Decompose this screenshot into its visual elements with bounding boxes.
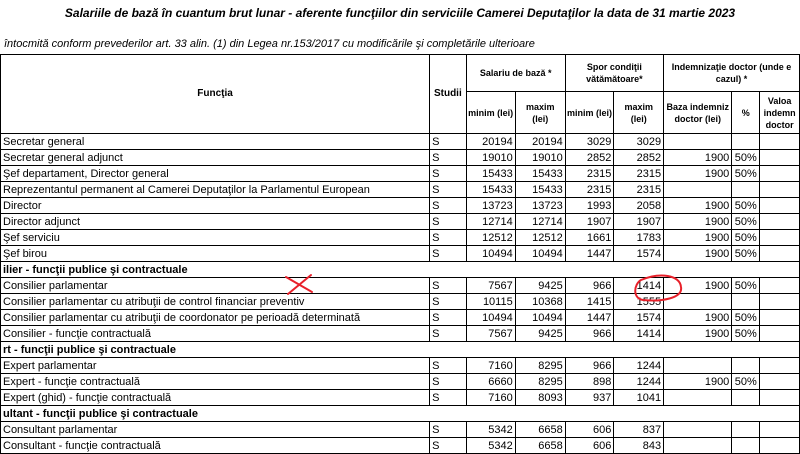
cell-valoare-indemnizatie (760, 278, 800, 294)
cell-spor-maxim: 1574 (614, 310, 664, 326)
cell-baza-indemnizatie: 1900 (664, 166, 732, 182)
cell-functia: Director (1, 198, 430, 214)
cell-salariu-minim: 12714 (466, 214, 515, 230)
cell-valoare-indemnizatie (760, 134, 800, 150)
cell-functia: Şef departament, Director general (1, 166, 430, 182)
salary-table (0, 54, 800, 454)
cell-procent: 50% (732, 214, 760, 230)
cell-salariu-maxim: 6658 (515, 438, 565, 454)
cell-spor-maxim: 843 (614, 438, 664, 454)
cell-procent: 50% (732, 230, 760, 246)
table-row (1, 230, 800, 246)
cell-valoare-indemnizatie (760, 326, 800, 342)
header-functia: Funcţia (1, 55, 430, 134)
cell-procent (732, 390, 760, 406)
cell-baza-indemnizatie: 1900 (664, 310, 732, 326)
cell-salariu-maxim: 10494 (515, 246, 565, 262)
cell-salariu-maxim: 13723 (515, 198, 565, 214)
cell-procent: 50% (732, 278, 760, 294)
header-procent: % (732, 92, 760, 134)
cell-studii: S (430, 438, 467, 454)
cell-functia: Reprezentantul permanent al Camerei Deputaţilor la Parlamentul European (1, 182, 430, 198)
section-header-row (1, 262, 800, 278)
cell-spor-minim: 3029 (565, 134, 614, 150)
document-title: Salariile de bază în cuantum brut lunar - aferente funcţiilor din serviciile Camerei Deputaţilor la data de 31 martie 2023 (64, 6, 736, 20)
cell-spor-minim: 606 (565, 438, 614, 454)
table-row (1, 166, 800, 182)
cell-salariu-maxim: 6658 (515, 422, 565, 438)
header-indemnizatie: Indemnizaţie doctor (unde e cazul) * (664, 55, 800, 92)
cell-salariu-maxim: 20194 (515, 134, 565, 150)
table-row (1, 182, 800, 198)
cell-salariu-minim: 13723 (466, 198, 515, 214)
cell-spor-minim: 1447 (565, 310, 614, 326)
cell-salariu-maxim: 9425 (515, 326, 565, 342)
section-header-row (1, 342, 800, 358)
cell-spor-maxim: 2852 (614, 150, 664, 166)
cell-salariu-minim: 20194 (466, 134, 515, 150)
cell-salariu-maxim: 8295 (515, 358, 565, 374)
cell-valoare-indemnizatie (760, 182, 800, 198)
cell-salariu-minim: 5342 (466, 422, 515, 438)
cell-spor-minim: 1907 (565, 214, 614, 230)
cell-salariu-maxim: 19010 (515, 150, 565, 166)
table-row (1, 214, 800, 230)
cell-valoare-indemnizatie (760, 198, 800, 214)
cell-salariu-minim: 7160 (466, 390, 515, 406)
cell-procent: 50% (732, 150, 760, 166)
cell-spor-minim: 966 (565, 358, 614, 374)
cell-procent (732, 422, 760, 438)
cell-spor-minim: 898 (565, 374, 614, 390)
section-header: ilier - funcţii publice şi contractuale (1, 262, 800, 278)
cell-procent (732, 294, 760, 310)
cell-spor-maxim: 2315 (614, 182, 664, 198)
cell-functia: Director adjunct (1, 214, 430, 230)
header-spor: Spor condiţii vătămătoare* (565, 55, 663, 92)
cell-studii: S (430, 230, 467, 246)
cell-spor-maxim: 1555 (614, 294, 664, 310)
cell-salariu-minim: 7160 (466, 358, 515, 374)
cell-spor-maxim: 1907 (614, 214, 664, 230)
cell-studii: S (430, 310, 467, 326)
table-row (1, 294, 800, 310)
cell-studii: S (430, 358, 467, 374)
header-salariu-maxim: maxim (lei) (515, 92, 565, 134)
document-subtitle: întocmită conform prevederilor art. 33 alin. (1) din Legea nr.153/2017 cu modificările şi completările ulterioare (4, 38, 535, 50)
cell-procent: 50% (732, 198, 760, 214)
cell-studii: S (430, 374, 467, 390)
cell-baza-indemnizatie: 1900 (664, 150, 732, 166)
cell-valoare-indemnizatie (760, 166, 800, 182)
cell-spor-maxim: 3029 (614, 134, 664, 150)
cell-procent (732, 438, 760, 454)
cell-spor-minim: 937 (565, 390, 614, 406)
section-header: ultant - funcţii publice şi contractuale (1, 406, 800, 422)
cell-spor-minim: 966 (565, 326, 614, 342)
cell-functia: Consilier - funcţie contractuală (1, 326, 430, 342)
cell-baza-indemnizatie: 1900 (664, 214, 732, 230)
cell-procent: 50% (732, 326, 760, 342)
cell-salariu-maxim: 15433 (515, 166, 565, 182)
cell-spor-maxim: 2058 (614, 198, 664, 214)
cell-studii: S (430, 326, 467, 342)
section-header-row (1, 406, 800, 422)
cell-valoare-indemnizatie (760, 246, 800, 262)
cell-procent: 50% (732, 166, 760, 182)
cell-studii: S (430, 150, 467, 166)
cell-salariu-maxim: 12512 (515, 230, 565, 246)
cell-functia: Consilier parlamentar (1, 278, 430, 294)
cell-salariu-minim: 6660 (466, 374, 515, 390)
cell-salariu-minim: 5342 (466, 438, 515, 454)
cell-studii: S (430, 294, 467, 310)
table-row (1, 326, 800, 342)
cell-baza-indemnizatie (664, 390, 732, 406)
cell-spor-maxim: 1574 (614, 246, 664, 262)
cell-functia: Consilier parlamentar cu atribuţii de control financiar preventiv (1, 294, 430, 310)
table-row (1, 198, 800, 214)
cell-spor-minim: 2315 (565, 182, 614, 198)
cell-salariu-minim: 7567 (466, 326, 515, 342)
cell-baza-indemnizatie (664, 422, 732, 438)
cell-functia: Consultant parlamentar (1, 422, 430, 438)
table-row (1, 358, 800, 374)
cell-functia: Expert - funcţie contractuală (1, 374, 430, 390)
cell-procent (732, 134, 760, 150)
cell-salariu-minim: 12512 (466, 230, 515, 246)
cell-baza-indemnizatie: 1900 (664, 326, 732, 342)
cell-salariu-maxim: 9425 (515, 278, 565, 294)
header-salariu: Salariu de bază * (466, 55, 565, 92)
cell-spor-maxim: 1414 (614, 326, 664, 342)
table-row (1, 374, 800, 390)
cell-procent: 50% (732, 246, 760, 262)
cell-baza-indemnizatie: 1900 (664, 246, 732, 262)
cell-functia: Secretar general adjunct (1, 150, 430, 166)
cell-baza-indemnizatie: 1900 (664, 374, 732, 390)
cell-procent (732, 358, 760, 374)
cell-baza-indemnizatie (664, 134, 732, 150)
cell-baza-indemnizatie: 1900 (664, 230, 732, 246)
table-row (1, 390, 800, 406)
cell-spor-minim: 1447 (565, 246, 614, 262)
header-spor-maxim: maxim (lei) (614, 92, 664, 134)
cell-functia: Consilier parlamentar cu atribuţii de coordonator pe perioadă determinată (1, 310, 430, 326)
cell-valoare-indemnizatie (760, 214, 800, 230)
cell-studii: S (430, 134, 467, 150)
cell-spor-minim: 1993 (565, 198, 614, 214)
cell-salariu-maxim: 8093 (515, 390, 565, 406)
header-spor-minim: minim (lei) (565, 92, 614, 134)
cell-spor-maxim: 1783 (614, 230, 664, 246)
cell-spor-minim: 2315 (565, 166, 614, 182)
cell-studii: S (430, 182, 467, 198)
cell-valoare-indemnizatie (760, 310, 800, 326)
cell-studii: S (430, 198, 467, 214)
cell-spor-maxim: 1244 (614, 374, 664, 390)
cell-studii: S (430, 246, 467, 262)
table-body (1, 134, 800, 454)
cell-baza-indemnizatie: 1900 (664, 198, 732, 214)
cell-salariu-maxim: 12714 (515, 214, 565, 230)
table-row (1, 438, 800, 454)
cell-functia: Expert parlamentar (1, 358, 430, 374)
cell-baza-indemnizatie (664, 182, 732, 198)
cell-functia: Consultant - funcţie contractuală (1, 438, 430, 454)
cell-spor-minim: 1661 (565, 230, 614, 246)
cell-salariu-minim: 15433 (466, 166, 515, 182)
table-row (1, 134, 800, 150)
cell-salariu-minim: 10115 (466, 294, 515, 310)
cell-spor-minim: 1415 (565, 294, 614, 310)
cell-valoare-indemnizatie (760, 390, 800, 406)
cell-procent: 50% (732, 310, 760, 326)
cell-spor-maxim: 1041 (614, 390, 664, 406)
cell-functia: Secretar general (1, 134, 430, 150)
cell-functia: Şef birou (1, 246, 430, 262)
cell-salariu-maxim: 10368 (515, 294, 565, 310)
table-row (1, 246, 800, 262)
cell-valoare-indemnizatie (760, 438, 800, 454)
cell-spor-maxim: 1244 (614, 358, 664, 374)
cell-functia: Şef serviciu (1, 230, 430, 246)
cell-salariu-minim: 19010 (466, 150, 515, 166)
cell-spor-minim: 966 (565, 278, 614, 294)
cell-salariu-maxim: 15433 (515, 182, 565, 198)
cell-studii: S (430, 278, 467, 294)
cell-baza-indemnizatie (664, 358, 732, 374)
cell-salariu-maxim: 10494 (515, 310, 565, 326)
table-row (1, 422, 800, 438)
cell-baza-indemnizatie (664, 294, 732, 310)
header-baza-indemnizatie: Baza indemniz doctor (lei) (664, 92, 732, 134)
header-salariu-minim: minim (lei) (466, 92, 515, 134)
cell-studii: S (430, 390, 467, 406)
header-valoare-indemnizatie: Valoa indemn doctor (760, 92, 800, 134)
cell-valoare-indemnizatie (760, 374, 800, 390)
cell-studii: S (430, 166, 467, 182)
table-row (1, 278, 800, 294)
cell-salariu-minim: 10494 (466, 310, 515, 326)
cell-spor-minim: 606 (565, 422, 614, 438)
section-header: rt - funcţii publice şi contractuale (1, 342, 800, 358)
cell-studii: S (430, 422, 467, 438)
cell-salariu-minim: 7567 (466, 278, 515, 294)
cell-valoare-indemnizatie (760, 358, 800, 374)
cell-procent: 50% (732, 374, 760, 390)
cell-valoare-indemnizatie (760, 294, 800, 310)
cell-salariu-maxim: 8295 (515, 374, 565, 390)
cell-spor-maxim: 2315 (614, 166, 664, 182)
cell-spor-maxim: 1414 (614, 278, 664, 294)
cell-salariu-minim: 10494 (466, 246, 515, 262)
cell-valoare-indemnizatie (760, 422, 800, 438)
cell-valoare-indemnizatie (760, 150, 800, 166)
header-studii: Studii (430, 55, 467, 134)
table-row (1, 310, 800, 326)
cell-valoare-indemnizatie (760, 230, 800, 246)
table-row (1, 150, 800, 166)
cell-spor-minim: 2852 (565, 150, 614, 166)
cell-functia: Expert (ghid) - funcţie contractuală (1, 390, 430, 406)
cell-salariu-minim: 15433 (466, 182, 515, 198)
cell-baza-indemnizatie (664, 438, 732, 454)
cell-procent (732, 182, 760, 198)
cell-baza-indemnizatie: 1900 (664, 278, 732, 294)
cell-spor-maxim: 837 (614, 422, 664, 438)
cell-studii: S (430, 214, 467, 230)
